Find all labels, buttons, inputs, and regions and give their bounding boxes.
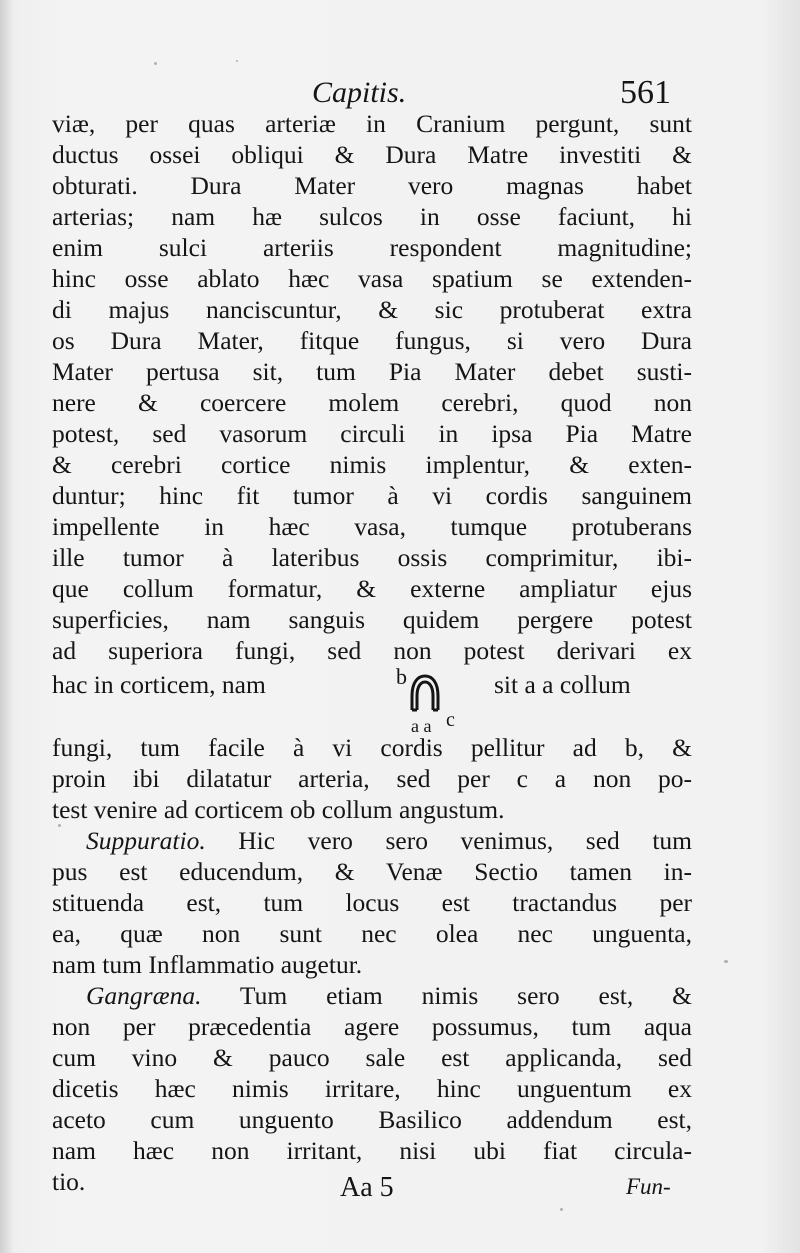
text-line: viæ, per quas arteriæ in Cranium pergunt, sunt [52,109,692,138]
text-line: Mater pertusa sit, tum Pia Mater debet susti- [52,357,692,386]
gangraena-first-line [52,980,692,1011]
text-line: nam tum Inflammatio augetur. [52,950,363,979]
paragraph-gangraena [52,1011,692,1197]
text-line: proin ibi dilatatur arteria, sed per c a non po- [52,764,692,793]
text-line: & cerebri cortice nimis implentur, & exten- [52,450,692,479]
text-line: dicetis hæc nimis irritare, hinc unguentum ex [52,1074,692,1103]
term-gangraena: Gangræna. [86,981,202,1010]
running-head: Capitis. [312,76,407,109]
text-line: stituenda est, tum locus est tractandus per [52,888,692,917]
collum-diagram [392,666,492,732]
gangraena-first-line-text: Tum etiam nimis sero est, & [239,981,692,1010]
diagram-label-b: b [396,666,407,689]
text-line: potest, sed vasorum circuli in ipsa Pia Matre [52,419,692,448]
text-line: ea, quæ non sunt nec olea nec unguenta, [52,919,692,948]
text-line: non per præcedentia agere possumus, tum aqua [52,1012,692,1041]
text-line: hinc osse ablato hæc vasa spatium se extenden- [52,264,692,293]
diagram-label-aa: a a [411,716,432,732]
text-line: di majus nanciscuntur, & sic protuberat extra [52,295,692,324]
text-line: enim sulci arteriis respondent magnitudine; [52,233,692,262]
ink-speck [236,60,238,62]
text-line: impellente in hæc vasa, tumque protuberans [52,512,692,541]
figure-line-right-text: sit a a collum [494,670,631,699]
page-footer [0,1172,800,1212]
text-line: nere & coercere molem cerebri, quod non [52,388,692,417]
text-line: ille tumor à lateribus ossis comprimitur, ibi- [52,543,692,572]
text-line: arterias; nam hæ sulcos in osse faciunt, hi [52,202,692,231]
text-line: fungi, tum facile à vi cordis pellitur ad b, & [52,733,692,762]
text-line: tio. [52,1167,86,1196]
text-line: nam hæc non irritant, nisi ubi fiat circula- [52,1136,692,1165]
text-line: ductus ossei obliqui & Dura Matre investiti & [52,140,692,169]
text-line: que collum formatur, & externe ampliatur ejus [52,574,692,603]
paragraph-suppuratio [52,856,692,980]
signature-mark: Aa 5 [340,1172,394,1203]
paragraph-fungus [52,108,692,666]
text-line: duntur; hinc fit tumor à vi cordis sanguinem [52,481,692,510]
main-text [52,108,692,1197]
catchword: Fun- [626,1174,671,1199]
ink-speck [724,960,728,963]
figure-line-left-text: hac in corticem, nam [52,670,266,699]
text-line: ad superiora fungi, sed non potest derivari ex [52,636,692,665]
text-line: test venire ad corticem ob collum angustum. [52,795,505,824]
text-line: pus est educendum, & Venæ Sectio tamen in- [52,857,692,886]
text-line: superficies, nam sanguis quidem pergere potest [52,605,692,634]
ink-speck [154,62,157,65]
suppuratio-first-line [52,825,692,856]
paragraph-fungus-continued [52,732,692,825]
text-line: os Dura Mater, fitque fungus, si vero Dura [52,326,692,355]
suppuratio-first-line-text: Hic vero sero venimus, sed tum [238,826,693,855]
text-line: obturati. Dura Mater vero magnas habet [52,171,692,200]
figure-line [52,666,692,732]
term-suppuratio: Suppuratio. [86,826,206,855]
fungus-shape [412,676,438,710]
page-number: 561 [620,74,671,111]
diagram-label-c: c [446,709,455,731]
text-line: cum vino & pauco sale est applicanda, sed [52,1043,692,1072]
text-line: aceto cum unguento Basilico addendum est, [52,1105,692,1134]
